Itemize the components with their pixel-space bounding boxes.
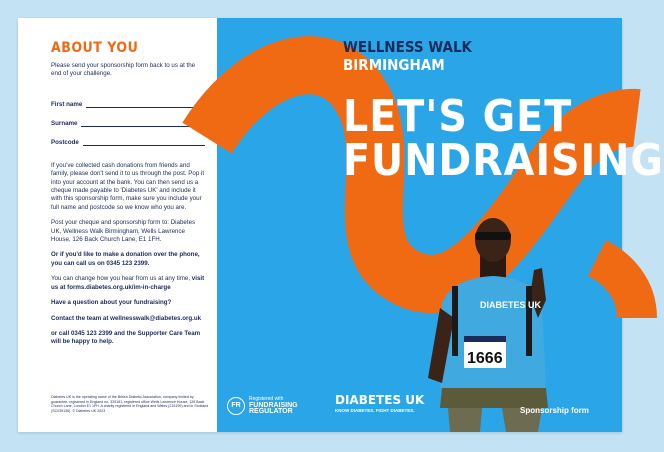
cover-panel <box>217 18 664 432</box>
diabetes-uk-logo <box>335 393 424 413</box>
regulator-line2: REGULATOR <box>249 408 293 415</box>
phone-donation-text: Or if you'd like to make a donation over the phone, you can call us on 0345 123 2399. <box>51 251 200 267</box>
preferences-link[interactable]: visit us at forms.diabetes.org.uk/im-in-charge <box>51 275 205 291</box>
brand-tagline: KNOW DIABETES. FIGHT DIABETES. <box>335 408 415 413</box>
preferences-text: You can change how you hear from us at any time, visit us at forms.diabetes.org.uk/im-in-charge <box>51 275 205 291</box>
fr-badge-icon: FR <box>227 397 245 415</box>
contact-email-text: Contact the team at wellnesswalk@diabetes.org.uk <box>51 314 202 322</box>
headline <box>343 91 664 186</box>
brand-name: DIABETES UK <box>335 393 425 407</box>
about-you-heading: ABOUT YOU <box>51 40 139 56</box>
sponsorship-form-sheet <box>18 18 664 432</box>
headline-line1: LET'S GET <box>343 91 573 142</box>
about-you-panel <box>18 18 217 432</box>
first-name-label: First name <box>51 100 83 108</box>
headline-line2: FUNDRAISING <box>343 135 664 186</box>
event-title <box>343 38 472 74</box>
regulator-pre-text: Registered with <box>249 396 284 402</box>
supporter-care-text: or call 0345 123 2399 and the Supporter Care Team will be happy to help. <box>51 329 201 346</box>
legal-notice: Diabetes UK is the operating name of the British Diabetic Association, company limited by guarantee, registered in England no. 339181, registered office Wells Lawrence House, 126 Back Church Lane, London E1 1FH. A charity registered in England and Wales (215199) and in Scotland (SC039136). © Diabetes UK 2023 <box>51 394 209 414</box>
shirt-logo-text: DIABETES UK <box>480 300 542 310</box>
personal-details-fields <box>51 89 205 146</box>
postcode-label: Postcode <box>51 138 79 146</box>
race-bib-number: 1666 <box>467 350 503 367</box>
surname-label: Surname <box>51 119 78 127</box>
regulator-line1: FUNDRAISING <box>249 401 298 409</box>
walker-photo <box>422 208 562 432</box>
postal-address-text: Post your cheque and sponsorship form to: Diabetes UK, Wellness Walk Birmingham, Wells Lawrence House, 126 Back Church Lane, E1 1FH. <box>51 219 196 244</box>
first-name-field[interactable] <box>51 89 205 108</box>
intro-text: Please send your sponsorship form back to us at the end of your challenge. <box>51 62 196 78</box>
event-name: WELLNESS WALK <box>343 38 473 56</box>
sponsorship-form-label: Sponsorship form <box>520 406 589 415</box>
question-text: Have a question about your fundraising? <box>51 299 172 307</box>
postcode-field[interactable] <box>51 127 205 146</box>
cash-donations-text: If you've collected cash donations from friends and family, please don't send it to us through the post. Pop it into your account at the bank. You can then send us a cheque made payable to 'Diabetes UK' and include it with this sponsorship form, make sure you include your full name and postcode so we know who you are. <box>51 161 205 211</box>
fundraising-regulator-logo <box>227 396 298 416</box>
surname-field[interactable] <box>51 108 205 127</box>
event-city: BIRMINGHAM <box>343 56 445 74</box>
